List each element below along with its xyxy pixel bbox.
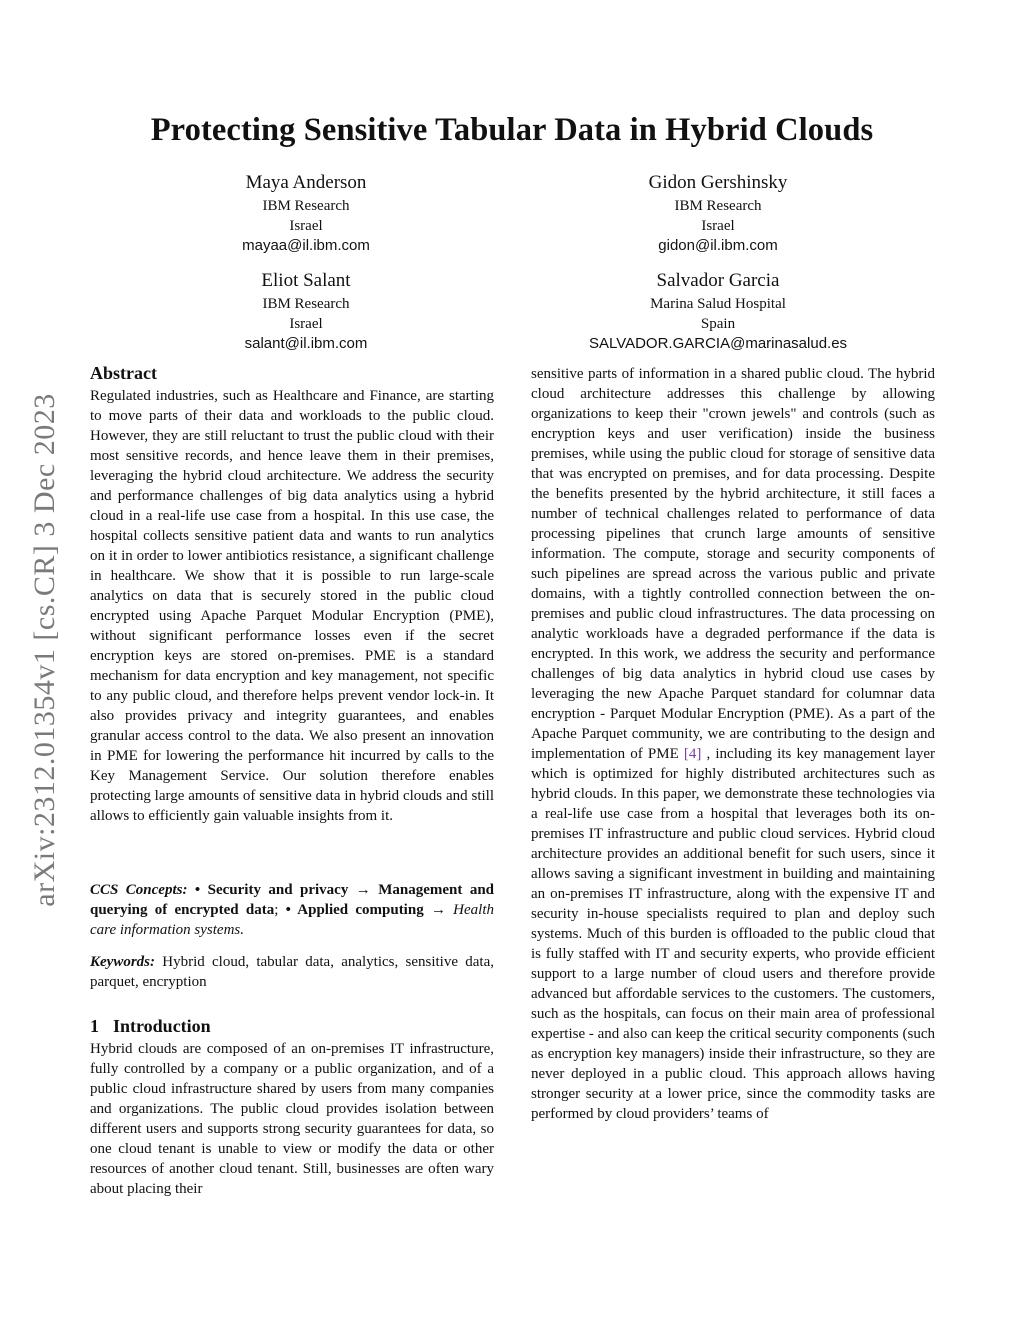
author-affiliation: IBM Research [262,296,350,312]
ccs-concept-health: → Health care information systems. [90,902,494,938]
ccs-separator: ; [274,902,286,918]
keywords-label: Keywords: [90,954,155,970]
author-block [126,170,486,256]
author-affiliation: Marina Salud Hospital [650,296,786,312]
author-affiliation: IBM Research [262,198,350,214]
section-heading [90,1013,494,1039]
section-number: 1 [90,1016,99,1036]
author-block [538,268,898,354]
left-column [90,360,494,826]
paper-title: Protecting Sensitive Tabular Data in Hybrid Clouds [150,112,874,148]
author-affiliation: IBM Research [674,198,762,214]
right-column [531,364,935,1124]
citation-link[interactable]: [4] [683,746,702,762]
author-country: Israel [701,218,735,234]
section-title: Introduction [113,1016,211,1036]
arxiv-identifier: arXiv:2312.01354v1 [cs.CR] 3 Dec 2023 [28,393,61,907]
author-country: Spain [700,316,736,332]
author-name: Gidon Gershinsky [648,172,788,193]
author-country: Israel [289,218,323,234]
ccs-label: CCS Concepts: [90,882,188,898]
author-email[interactable]: gidon@il.ibm.com [658,237,778,254]
ccs-concepts [90,880,494,940]
author-name: Eliot Salant [261,270,351,291]
right-column-text: sensitive parts of information in a shared public cloud. The hybrid cloud architecture addresses this challenge by allowing organizations to keep their "crown jewels" and controls (such as encryption keys and user verification) inside the business premises, while using the public cloud for storage of sensitive data that was encrypted on premises, and for data processing. Despite the benefits presented by the hybrid architecture, it still faces a number of technical challenges related to performance of data processing pipelines that crunch large amounts of sensitive information. The compute, storage and security components of such pipelines are spread across the various public and private domains, with a tightly controlled connection between the on-premises and public cloud infrastructures. The data processing on analytic workloads have a degraded performance if the data is encrypted. In this work, we address the security and performance challenges of big data analytics in hybrid cloud use cases by leveraging the new Apache Parquet standard for columnar data encryption - Parquet Modular Encryption (PME). As a part of the Apache Parquet community, we are contributing to the design and implementation of PME [531,366,935,762]
abstract-heading: Abstract [90,363,157,383]
keywords [90,952,494,992]
author-country: Israel [289,316,323,332]
author-email[interactable]: salant@il.ibm.com [244,335,368,352]
author-name: Maya Anderson [245,172,367,193]
arxiv-sidebar-stamp [20,360,70,940]
author-email[interactable]: mayaa@il.ibm.com [242,237,370,254]
keywords-text: Hybrid cloud, tabular data, analytics, sensitive data, parquet, encryption [90,954,494,990]
ccs-concept-security: • Security and privacy → Management and querying of encrypted data [90,882,495,918]
right-column-text-continued: , including its key management layer which is optimized for highly distributed architectures such as hybrid clouds. In this paper, we demonstrate these technologies via a real-life use case from a hospital that leverages both its on-premises IT infrastructure and public cloud services. Hybrid cloud architecture provides an additional benefit for such users, since it allows saving a significant investment in building and maintaining an on-premises IT infrastructure, along with the expensive IT and security in-house specialists required to plan and deploy such systems. Much of this burden is offloaded to the public cloud that is fully staffed with IT and security experts, who provide efficient support to a large number of cloud users and therefore provide advanced but affordable services to the customers. The customers, such as the hospitals, can focus on their main area of professional expertise - and also can keep the critical security components (such as encryption key managers) inside their infrastructure, so they are never deployed in a public cloud. This approach allows having stronger security at a lower price, since the commodity tasks are performed by cloud providers’ teams of [531,746,936,1122]
author-email[interactable]: SALVADOR.GARCIA@marinasalud.es [588,335,848,352]
ccs-concept-applied: • Applied computing [285,902,424,918]
author-block [538,170,898,256]
introduction-section [90,1013,494,1199]
author-block [126,268,486,354]
author-name: Salvador Garcia [656,270,780,291]
introduction-text: Hybrid clouds are composed of an on-premises IT infrastructure, fully controlled by a company or a public organization, and of a public cloud infrastructure shared by users from many companies and organizations. The public cloud provides isolation between different users and supports strong security guarantees for data, so one cloud tenant is unable to view or modify the data or other resources of another cloud tenant. Still, businesses are often wary about placing their [90,1041,494,1197]
abstract-text: Regulated industries, such as Healthcare and Finance, are starting to move parts of their data and workloads to the public cloud. However, they are still reluctant to trust the public cloud with their most sensitive records, and hence leave them in their premises, leveraging the hybrid cloud architecture. We address the security and performance challenges of big data analytics using a hybrid cloud in a real-life use case from a hospital. In this use case, the hospital collects sensitive patient data and wants to run analytics on it in order to lower antibiotics resistance, a significant challenge in healthcare. We show that it is possible to run large-scale analytics on data that is securely stored in the public cloud encrypted using Apache Parquet Modular Encryption (PME), without significant performance losses even if the secret encryption keys are stored on-premises. PME is a standard mechanism for data encryption and key management, not specific to any public cloud, and therefore helps prevent vendor lock-in. It also provides privacy and integrity guarantees, and enables granular access control to the data. We also present an innovation in PME for lowering the performance hit incurred by calls to the Key Management Service. Our solution therefore enables protecting large amounts of sensitive data in hybrid clouds and still allows to efficiently gain valuable insights from it. [90,388,494,824]
